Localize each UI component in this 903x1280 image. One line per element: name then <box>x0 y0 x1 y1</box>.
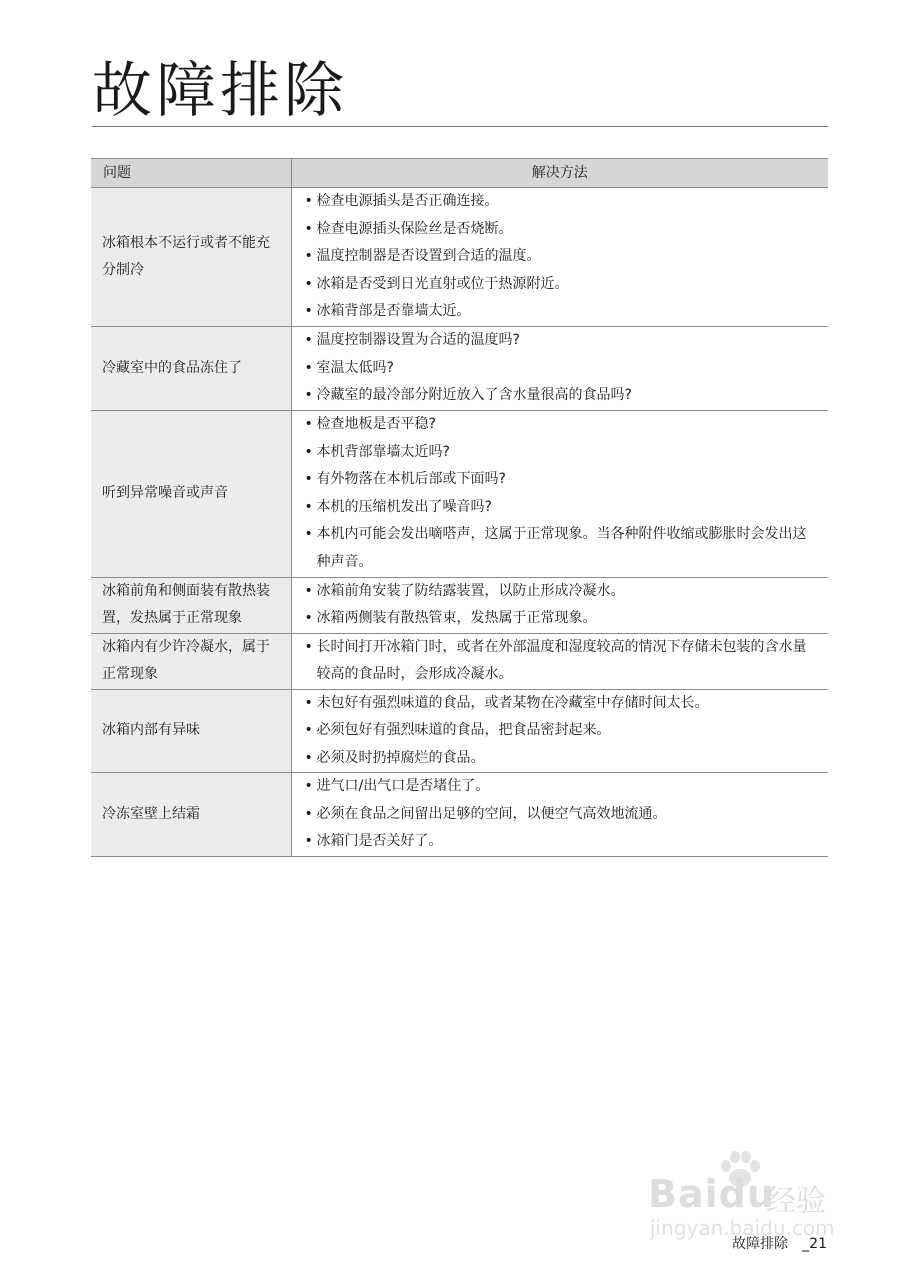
solution-list <box>305 773 821 856</box>
solution-item: • 冰箱前角安装了防结露装置，以防止形成冷凝水。 <box>305 578 821 606</box>
solution-item: • 冰箱门是否关好了。 <box>305 828 821 856</box>
solution-cell <box>291 633 828 689</box>
solution-list <box>305 411 821 576</box>
solution-item: • 本机背部靠墙太近吗? <box>305 439 821 467</box>
solution-item: • 必须及时扔掉腐烂的食品。 <box>305 745 821 773</box>
problem-cell: 冷冻室壁上结霜 <box>91 773 291 857</box>
solution-cell <box>291 773 828 857</box>
solution-list <box>305 327 821 410</box>
solution-item: • 本机内可能会发出嘀嗒声，这属于正常现象。当各种附件收缩或膨胀时会发出这种声音。 <box>305 521 821 576</box>
troubleshooting-table <box>91 158 828 857</box>
page-number: _21 <box>802 1236 827 1252</box>
solution-list <box>305 690 821 773</box>
table-row <box>91 633 828 689</box>
table-row <box>91 327 828 411</box>
table-row <box>91 577 828 633</box>
problem-cell: 冰箱内有少许冷凝水，属于正常现象 <box>91 633 291 689</box>
problem-cell: 听到异常噪音或声音 <box>91 410 291 577</box>
solution-item: • 检查电源插头保险丝是否烧断。 <box>305 216 821 244</box>
solution-item: • 冰箱是否受到日光直射或位于热源附近。 <box>305 271 821 299</box>
problem-cell: 冰箱前角和侧面装有散热装置，发热属于正常现象 <box>91 577 291 633</box>
solution-item: • 检查地板是否平稳? <box>305 411 821 439</box>
problem-cell: 冰箱内部有异味 <box>91 689 291 773</box>
page-title: 故障排除 <box>92 56 348 126</box>
solution-item: • 室温太低吗? <box>305 355 821 383</box>
watermark-cn: 经验 <box>766 1184 826 1219</box>
header-problem: 问题 <box>91 159 291 188</box>
solution-cell <box>291 188 828 327</box>
solution-item: • 冷藏室的最冷部分附近放入了含水量很高的食品吗? <box>305 382 821 410</box>
table-row <box>91 188 828 327</box>
watermark-url: jingyan.baidu.com <box>650 1216 835 1240</box>
solution-list <box>305 578 821 633</box>
solution-item: • 进气口/出气口是否堵住了。 <box>305 773 821 801</box>
solution-cell <box>291 410 828 577</box>
header-solution: 解决方法 <box>291 159 828 188</box>
table-header-row <box>91 159 828 188</box>
solution-item: • 必须在食品之间留出足够的空间，以便空气高效地流通。 <box>305 801 821 829</box>
footer-label: 故障排除 <box>732 1236 789 1252</box>
solution-item: • 冰箱两侧装有散热管束，发热属于正常现象。 <box>305 605 821 633</box>
solution-item: • 有外物落在本机后部或下面吗? <box>305 466 821 494</box>
solution-item: • 温度控制器是否设置到合适的温度。 <box>305 243 821 271</box>
solution-list <box>305 634 821 689</box>
solution-item: • 必须包好有强烈味道的食品，把食品密封起来。 <box>305 717 821 745</box>
solution-cell <box>291 327 828 411</box>
solution-cell <box>291 689 828 773</box>
table-row <box>91 689 828 773</box>
watermark-brand: Baidu <box>648 1172 775 1216</box>
problem-cell: 冷藏室中的食品冻住了 <box>91 327 291 411</box>
table-row <box>91 773 828 857</box>
solution-item: • 长时间打开冰箱门时，或者在外部温度和湿度较高的情况下存储未包装的含水量较高的食品时，会形成冷凝水。 <box>305 634 821 689</box>
title-divider <box>92 126 828 127</box>
solution-item: • 未包好有强烈味道的食品，或者某物在冷藏室中存储时间太长。 <box>305 690 821 718</box>
solution-list <box>305 188 821 326</box>
problem-cell: 冰箱根本不运行或者不能充分制冷 <box>91 188 291 327</box>
solution-cell <box>291 577 828 633</box>
page-footer <box>732 1233 827 1253</box>
solution-item: • 温度控制器设置为合适的温度吗? <box>305 327 821 355</box>
solution-item: • 冰箱背部是否靠墙太近。 <box>305 298 821 326</box>
solution-item: • 检查电源插头是否正确连接。 <box>305 188 821 216</box>
table-row <box>91 410 828 577</box>
solution-item: • 本机的压缩机发出了噪音吗? <box>305 494 821 522</box>
